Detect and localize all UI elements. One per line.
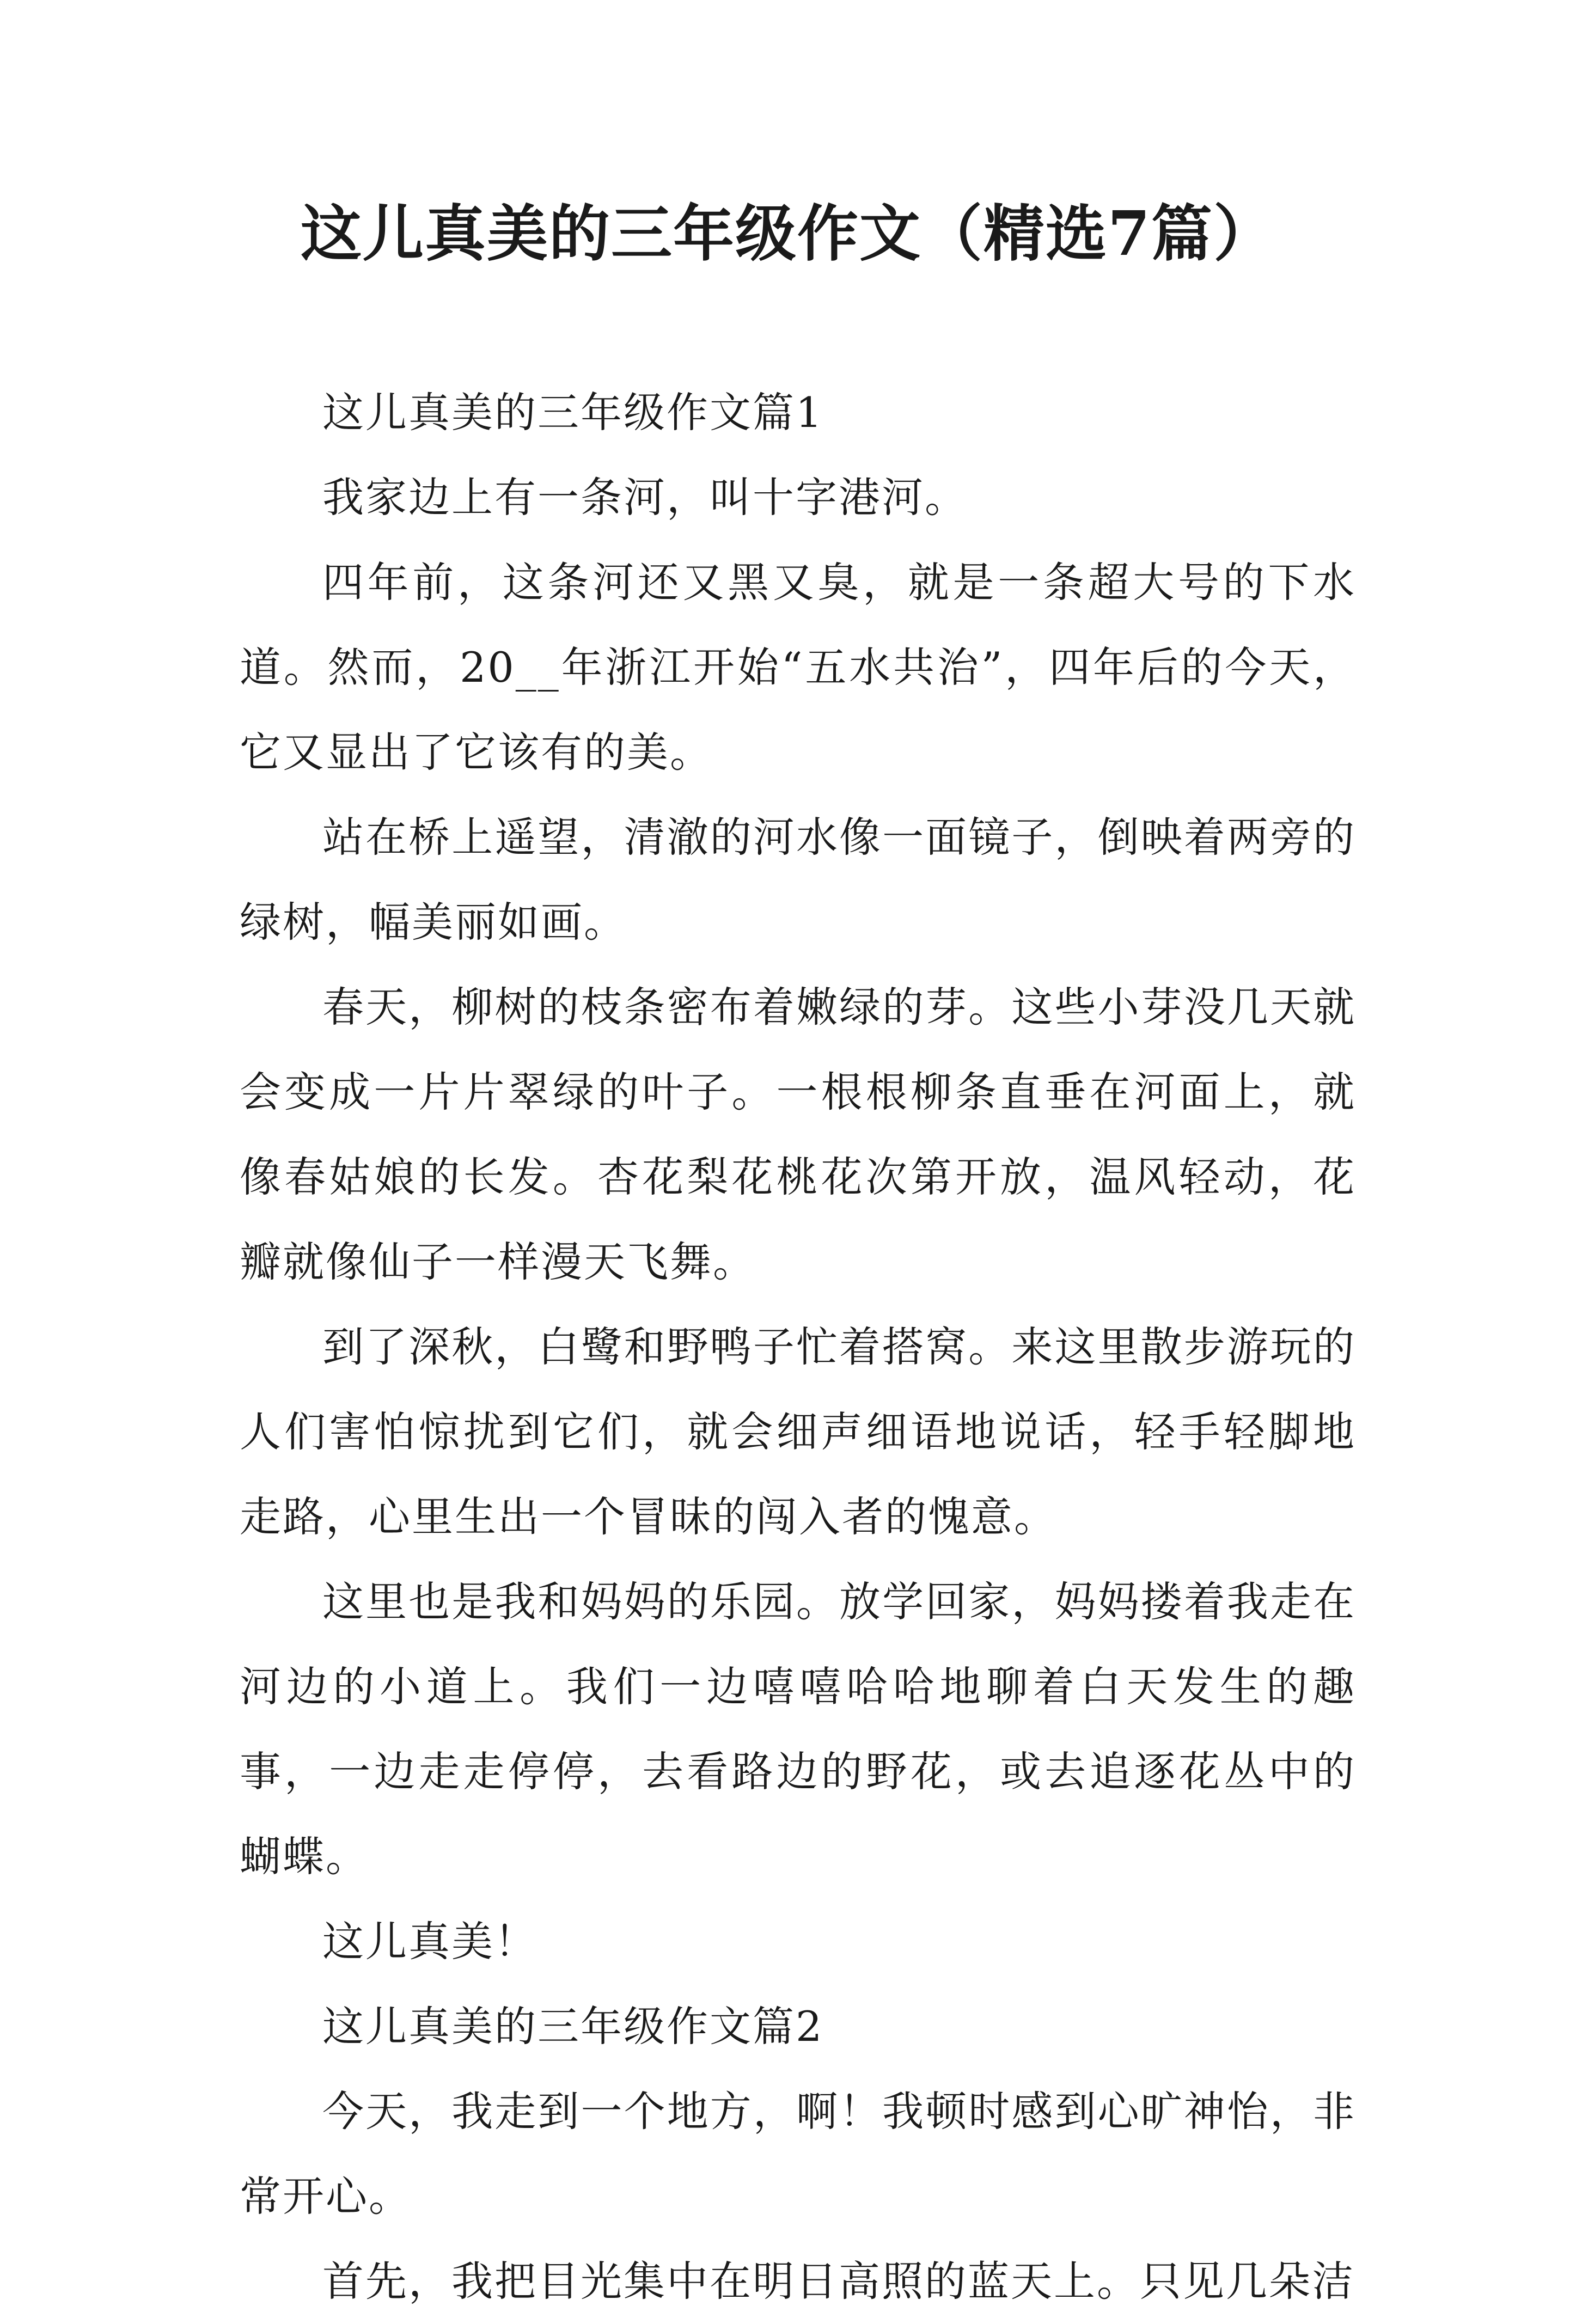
section-heading-1: 这儿真美的三年级作文篇1	[322, 388, 824, 437]
paragraph: 四年前，这条河还又黑又臭，就是一条超大号的下水道。然而，20__年浙江开始“五水共治”，四年后的今天，它又显出了它该有的美。	[240, 558, 1356, 776]
paragraph: 这儿真美！	[322, 1917, 537, 1966]
paragraph: 春天，柳树的枝条密布着嫩绿的芽。这些小芽没几天就会变成一片片翠绿的叶子。一根根柳条直垂在河面上，就像春姑娘的长发。杏花梨花桃花次第开放，温风轻动，花瓣就像仙子一样漫天飞舞。	[240, 983, 1356, 1286]
document-body	[240, 370, 1356, 2324]
paragraph: 这里也是我和妈妈的乐园。放学回家，妈妈搂着我走在河边的小道上。我们一边嘻嘻哈哈地聊着白天发生的趣事，一边走走停停，去看路边的野花，或去追逐花丛中的蝴蝶。	[240, 1577, 1356, 1881]
paragraph: 今天，我走到一个地方，啊！我顿时感到心旷神怡，非常开心。	[240, 2087, 1356, 2221]
paragraph: 到了深秋，白鹭和野鸭子忙着搭窝。来这里散步游玩的人们害怕惊扰到它们，就会细声细语地说话，轻手轻脚地走路，心里生出一个冒昧的闯入者的愧意。	[240, 1323, 1356, 1541]
section-heading-2: 这儿真美的三年级作文篇2	[322, 2002, 824, 2051]
document-title: 这儿真美的三年级作文（精选7篇）	[301, 198, 1275, 270]
paragraph: 站在桥上遥望，清澈的河水像一面镜子，倒映着两旁的绿树，幅美丽如画。	[240, 813, 1356, 946]
paragraph: 首先，我把目光集中在明日高照的蓝天上。只见几朵洁	[322, 2257, 1355, 2305]
paragraph: 我家边上有一条河，叫十字港河。	[322, 473, 968, 522]
